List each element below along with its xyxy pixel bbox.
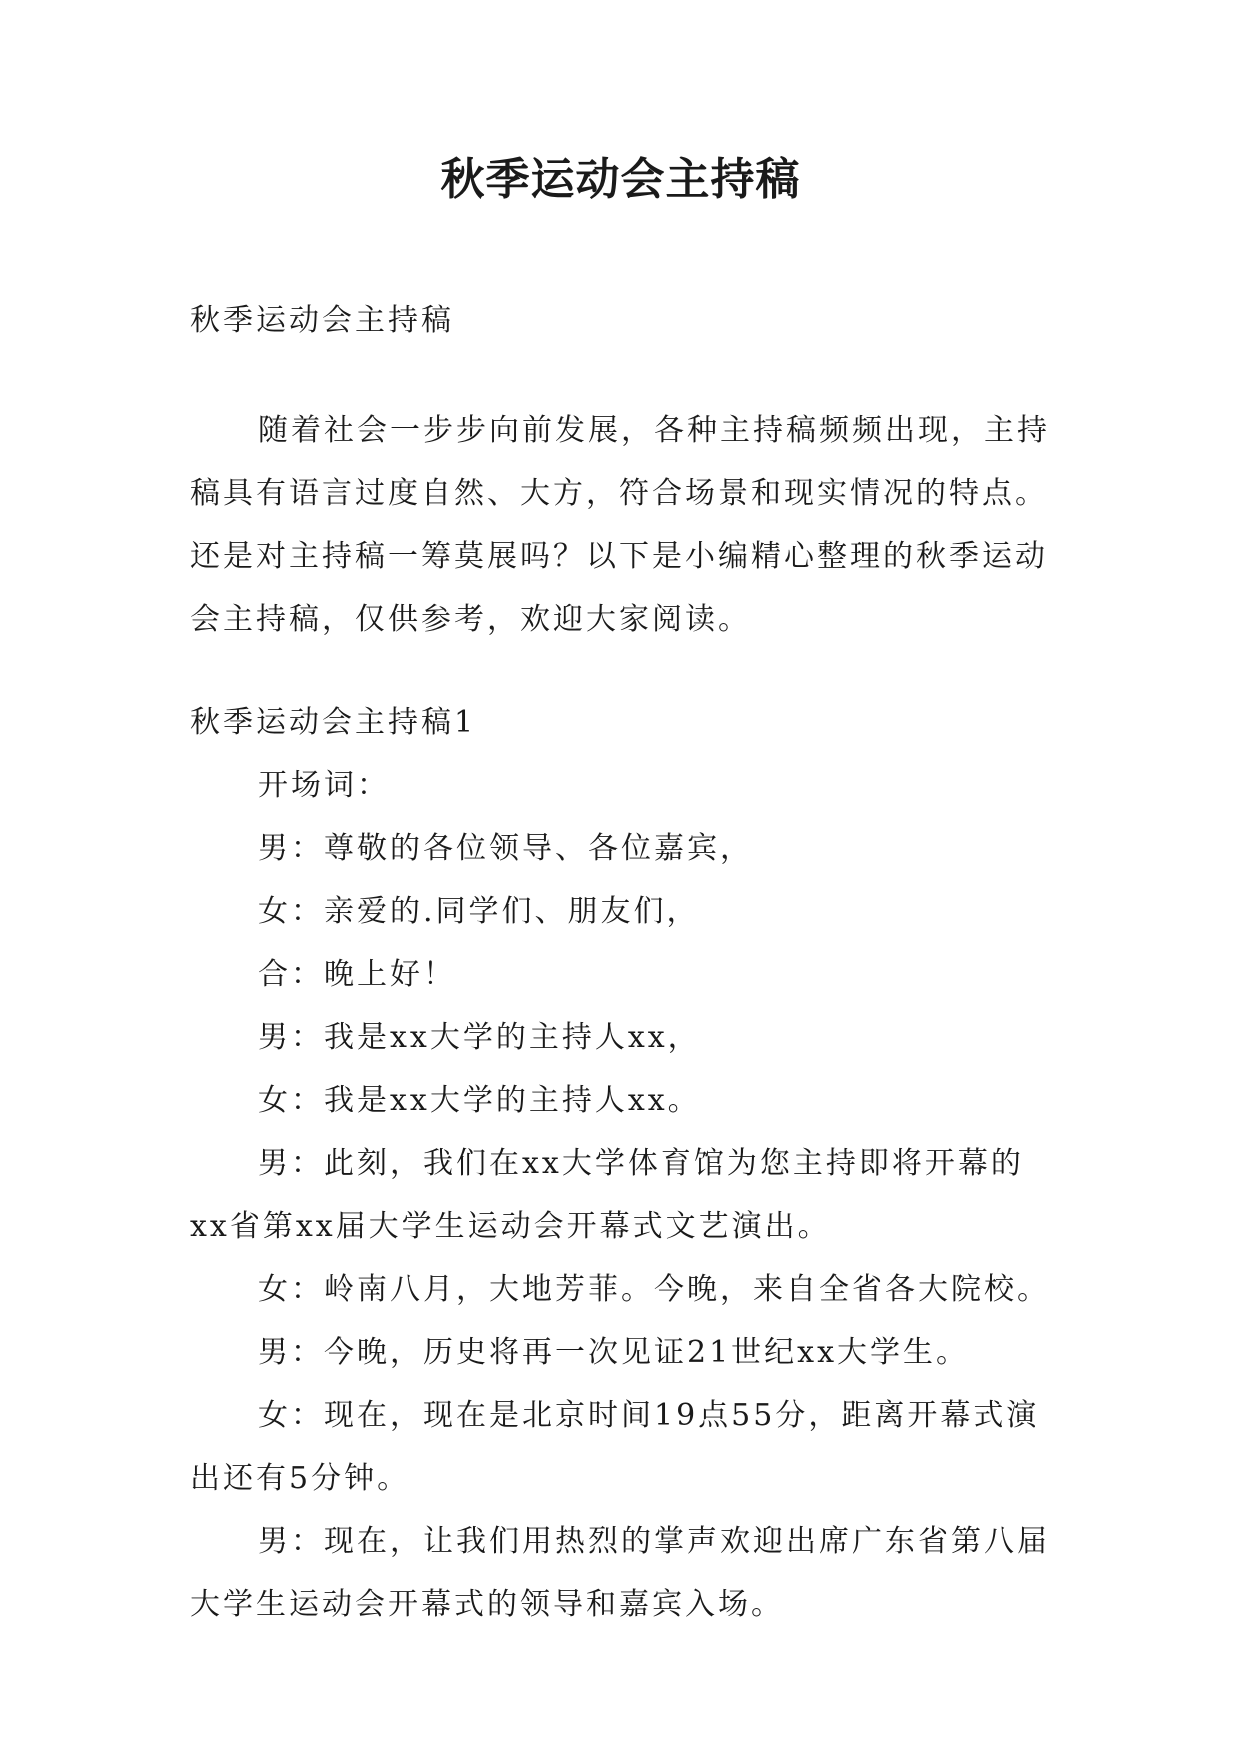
section-1 <box>190 691 1052 1636</box>
script-line: 女：我是xx大学的主持人xx。 <box>258 1083 701 1118</box>
script-line: 合：晚上好！ <box>258 957 456 992</box>
script-line: 男：今晚，历史将再一次见证21世纪xx大学生。 <box>258 1335 970 1370</box>
script-line: 女：现在，现在是北京时间19点55分，距离开幕式演出还有5分钟。 <box>190 1398 1040 1496</box>
section-heading: 秋季运动会主持稿1 <box>190 705 477 740</box>
script-line: 开场词： <box>258 768 390 803</box>
script-line: 男：现在，让我们用热烈的掌声欢迎出席广东省第八届大学生运动会开幕式的领导和嘉宾入场。 <box>190 1524 1050 1622</box>
intro-paragraph: 随着社会一步步向前发展，各种主持稿频频出现，主持稿具有语言过度自然、大方，符合场景和现实情况的特点。还是对主持稿一筹莫展吗？以下是小编精心整理的秋季运动会主持稿，仅供参考，欢迎大家阅读。 <box>190 413 1050 637</box>
script-line: 男：尊敬的各位领导、各位嘉宾， <box>258 831 753 866</box>
script-line: 男：我是xx大学的主持人xx， <box>258 1020 701 1055</box>
document-subtitle: 秋季运动会主持稿 <box>190 303 454 338</box>
document-title: 秋季运动会主持稿 <box>440 154 801 205</box>
script-line: 女：亲爱的.同学们、朋友们， <box>258 894 700 929</box>
script-line: 女：岭南八月，大地芳菲。今晚，来自全省各大院校。 <box>258 1272 1050 1307</box>
script-line: 男：此刻，我们在xx大学体育馆为您主持即将开幕的xx省第xx届大学生运动会开幕式文艺演出。 <box>190 1146 1024 1244</box>
